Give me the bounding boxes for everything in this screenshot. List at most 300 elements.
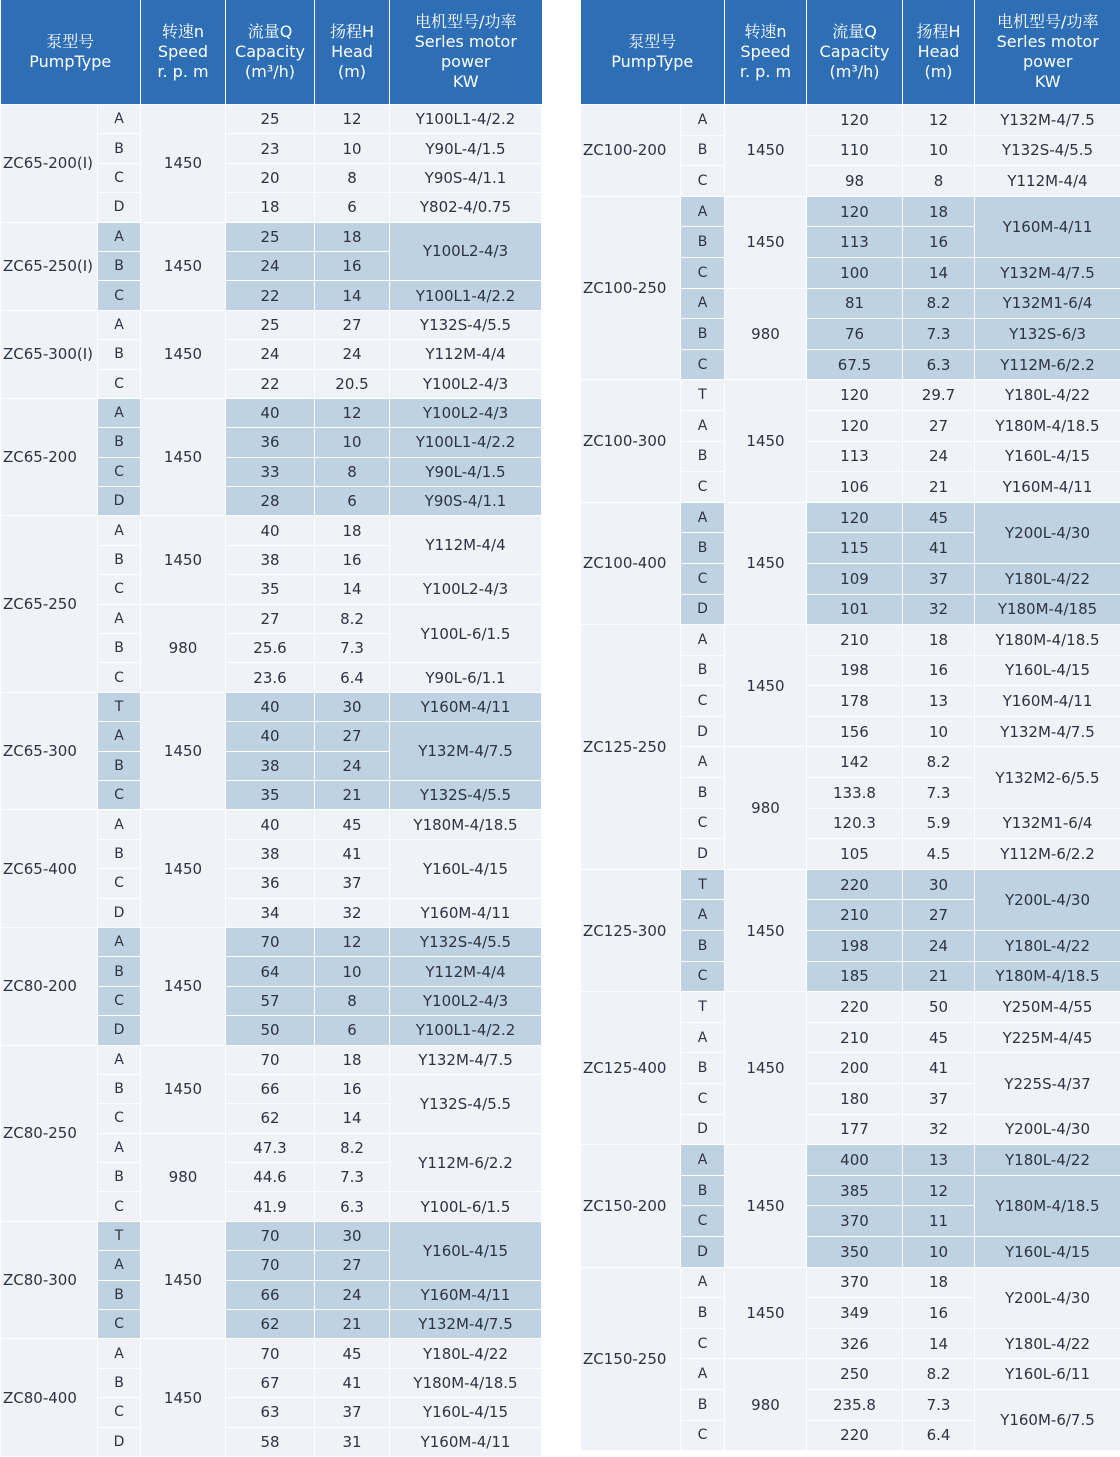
speed-cell: 1450	[141, 1045, 226, 1133]
capacity-cell: 25.6	[226, 634, 315, 663]
motor-cell: Y100L1-4/2.2	[390, 1016, 542, 1045]
capacity-cell: 120	[807, 196, 903, 227]
variant-letter-cell: C	[681, 686, 725, 717]
header-head: 扬程H Head (m)	[315, 0, 390, 105]
head-cell: 14	[903, 257, 975, 288]
table-row	[581, 1267, 1120, 1298]
capacity-cell: 24	[226, 340, 315, 369]
head-cell: 27	[315, 310, 390, 339]
variant-letter-cell: C	[681, 1328, 725, 1359]
capacity-cell: 23	[226, 134, 315, 163]
header-pump-type: 泵型号 PumpType	[581, 0, 725, 105]
motor-cell: Y180L-4/22	[975, 563, 1120, 594]
motor-cell: Y100L2-4/3	[390, 575, 542, 604]
capacity-cell: 44.6	[226, 1163, 315, 1192]
head-cell: 27	[903, 900, 975, 931]
table-body-right	[581, 105, 1120, 1451]
capacity-cell: 25	[226, 310, 315, 339]
head-cell: 10	[315, 134, 390, 163]
motor-cell: Y100L-6/1.5	[390, 604, 542, 663]
pump-type-cell: ZC80-300	[1, 1221, 98, 1339]
table-row	[581, 992, 1120, 1023]
variant-letter-cell: B	[681, 135, 725, 166]
head-cell: 32	[903, 594, 975, 625]
capacity-cell: 210	[807, 625, 903, 656]
head-cell: 14	[315, 1104, 390, 1133]
head-cell: 18	[315, 222, 390, 251]
head-cell: 6	[315, 193, 390, 222]
pump-type-cell: ZC80-250	[1, 1045, 98, 1221]
pump-type-cell: ZC65-200	[1, 398, 98, 516]
variant-letter-cell: A	[681, 747, 725, 778]
motor-cell: Y180M-4/18.5	[975, 961, 1120, 992]
pump-type-cell: ZC100-400	[581, 502, 681, 624]
capacity-cell: 47.3	[226, 1133, 315, 1162]
head-cell: 16	[903, 1298, 975, 1329]
variant-letter-cell: C	[681, 961, 725, 992]
head-cell: 45	[315, 1339, 390, 1368]
speed-cell: 980	[725, 747, 807, 869]
head-cell: 45	[315, 810, 390, 839]
head-cell: 50	[903, 992, 975, 1023]
variant-letter-cell: C	[98, 663, 141, 692]
capacity-cell: 105	[807, 839, 903, 870]
motor-cell: Y160M-4/11	[390, 1427, 542, 1456]
capacity-cell: 250	[807, 1359, 903, 1390]
capacity-cell: 120	[807, 105, 903, 136]
capacity-cell: 326	[807, 1328, 903, 1359]
capacity-cell: 106	[807, 472, 903, 503]
motor-cell: Y180L-4/22	[975, 1328, 1120, 1359]
variant-letter-cell: C	[98, 369, 141, 398]
table-row	[1, 1221, 542, 1250]
variant-letter-cell: C	[98, 1310, 141, 1339]
head-cell: 10	[315, 957, 390, 986]
capacity-cell: 70	[226, 1339, 315, 1368]
variant-letter-cell: A	[681, 502, 725, 533]
motor-cell: Y132M-4/7.5	[390, 1310, 542, 1339]
variant-letter-cell: B	[681, 1175, 725, 1206]
motor-cell: Y180M-4/18.5	[975, 1175, 1120, 1236]
head-cell: 18	[903, 196, 975, 227]
capacity-cell: 25	[226, 105, 315, 134]
table-row	[1, 692, 542, 721]
speed-cell: 1450	[725, 1145, 807, 1267]
speed-cell: 1450	[725, 380, 807, 502]
capacity-cell: 27	[226, 604, 315, 633]
motor-cell: Y160M-4/11	[975, 196, 1120, 257]
capacity-cell: 101	[807, 594, 903, 625]
variant-letter-cell: A	[98, 1133, 141, 1162]
variant-letter-cell: D	[98, 487, 141, 516]
motor-cell: Y180M-4/18.5	[975, 625, 1120, 656]
motor-cell: Y100L2-4/3	[390, 222, 542, 281]
motor-cell: Y132M-4/7.5	[390, 1045, 542, 1074]
variant-letter-cell: B	[98, 751, 141, 780]
motor-cell: Y160L-4/15	[975, 441, 1120, 472]
capacity-cell: 400	[807, 1145, 903, 1176]
variant-letter-cell: C	[98, 457, 141, 486]
head-cell: 37	[315, 1398, 390, 1427]
motor-cell: Y100L1-4/2.2	[390, 428, 542, 457]
capacity-cell: 62	[226, 1104, 315, 1133]
motor-cell: Y132S-4/5.5	[390, 927, 542, 956]
pump-spec-table-right	[580, 0, 1120, 1451]
head-cell: 18	[903, 625, 975, 656]
head-cell: 8.2	[903, 288, 975, 319]
variant-letter-cell: B	[98, 251, 141, 280]
right-table-panel	[580, 0, 1120, 1451]
variant-letter-cell: D	[681, 1236, 725, 1267]
speed-cell: 1450	[141, 398, 226, 516]
pump-type-cell: ZC65-250(I)	[1, 222, 98, 310]
motor-cell: Y200L-4/30	[975, 502, 1120, 563]
speed-cell: 1450	[141, 105, 226, 223]
header-pump-type: 泵型号 PumpType	[1, 0, 141, 105]
head-cell: 41	[315, 839, 390, 868]
motor-cell: Y160L-4/15	[390, 1398, 542, 1427]
capacity-cell: 120	[807, 502, 903, 533]
motor-cell: Y180M-4/18.5	[390, 810, 542, 839]
capacity-cell: 177	[807, 1114, 903, 1145]
head-cell: 12	[315, 398, 390, 427]
head-cell: 8	[315, 986, 390, 1015]
variant-letter-cell: C	[98, 163, 141, 192]
pump-type-cell: ZC65-300(I)	[1, 310, 98, 398]
capacity-cell: 33	[226, 457, 315, 486]
capacity-cell: 198	[807, 931, 903, 962]
head-cell: 18	[315, 516, 390, 545]
head-cell: 24	[315, 1280, 390, 1309]
variant-letter-cell: A	[681, 196, 725, 227]
speed-cell: 1450	[141, 310, 226, 398]
variant-letter-cell: A	[98, 722, 141, 751]
capacity-cell: 70	[226, 1251, 315, 1280]
capacity-cell: 24	[226, 251, 315, 280]
head-cell: 12	[315, 105, 390, 134]
pump-type-cell: ZC100-300	[581, 380, 681, 502]
header-speed: 转速n Speed r. p. m	[725, 0, 807, 105]
capacity-cell: 70	[226, 1221, 315, 1250]
capacity-cell: 34	[226, 898, 315, 927]
variant-letter-cell: D	[681, 594, 725, 625]
variant-letter-cell: A	[98, 1251, 141, 1280]
table-row	[1, 222, 542, 251]
speed-cell: 1450	[725, 992, 807, 1145]
capacity-cell: 220	[807, 1420, 903, 1451]
motor-cell: Y160M-4/11	[390, 898, 542, 927]
capacity-cell: 50	[226, 1016, 315, 1045]
head-cell: 45	[903, 1022, 975, 1053]
table-row	[1, 398, 542, 427]
variant-letter-cell: C	[681, 472, 725, 503]
head-cell: 30	[903, 869, 975, 900]
capacity-cell: 185	[807, 961, 903, 992]
table-row	[1, 1045, 542, 1074]
motor-cell: Y132S-4/5.5	[390, 1074, 542, 1133]
motor-cell: Y160L-6/11	[975, 1359, 1120, 1390]
table-row	[1, 927, 542, 956]
head-cell: 13	[903, 686, 975, 717]
head-cell: 14	[315, 575, 390, 604]
table-row	[581, 502, 1120, 533]
capacity-cell: 57	[226, 986, 315, 1015]
speed-cell: 1450	[725, 196, 807, 288]
head-cell: 14	[315, 281, 390, 310]
variant-letter-cell: B	[98, 634, 141, 663]
capacity-cell: 40	[226, 516, 315, 545]
head-cell: 29.7	[903, 380, 975, 411]
head-cell: 45	[903, 502, 975, 533]
variant-letter-cell: T	[681, 380, 725, 411]
motor-cell: Y132M2-6/5.5	[975, 747, 1120, 808]
capacity-cell: 38	[226, 545, 315, 574]
motor-cell: Y180L-4/22	[975, 1145, 1120, 1176]
motor-cell: Y132M-4/7.5	[975, 716, 1120, 747]
capacity-cell: 66	[226, 1074, 315, 1103]
motor-cell: Y132S-4/5.5	[390, 780, 542, 809]
head-cell: 18	[903, 1267, 975, 1298]
pump-type-cell: ZC150-200	[581, 1145, 681, 1267]
variant-letter-cell: T	[681, 869, 725, 900]
head-cell: 37	[315, 869, 390, 898]
capacity-cell: 178	[807, 686, 903, 717]
head-cell: 10	[903, 135, 975, 166]
capacity-cell: 210	[807, 1022, 903, 1053]
capacity-cell: 350	[807, 1236, 903, 1267]
motor-cell: Y225M-4/45	[975, 1022, 1120, 1053]
motor-cell: Y90L-4/1.5	[390, 457, 542, 486]
head-cell: 5.9	[903, 808, 975, 839]
speed-cell: 1450	[141, 810, 226, 928]
motor-cell: Y160M-4/11	[975, 686, 1120, 717]
variant-letter-cell: B	[98, 1280, 141, 1309]
table-row	[581, 196, 1120, 227]
table-row	[1, 310, 542, 339]
head-cell: 16	[315, 251, 390, 280]
capacity-cell: 198	[807, 655, 903, 686]
speed-cell: 1450	[141, 927, 226, 1045]
capacity-cell: 35	[226, 575, 315, 604]
variant-letter-cell: C	[681, 166, 725, 197]
head-cell: 6	[315, 1016, 390, 1045]
motor-cell: Y160L-4/15	[390, 1221, 542, 1280]
variant-letter-cell: D	[98, 1016, 141, 1045]
capacity-cell: 18	[226, 193, 315, 222]
variant-letter-cell: B	[681, 533, 725, 564]
speed-cell: 1450	[141, 1339, 226, 1457]
header-motor: 电机型号/功率 Serles motor power KW	[975, 0, 1120, 105]
head-cell: 21	[315, 1310, 390, 1339]
head-cell: 32	[903, 1114, 975, 1145]
motor-cell: Y132M-4/7.5	[975, 257, 1120, 288]
head-cell: 13	[903, 1145, 975, 1176]
variant-letter-cell: B	[98, 428, 141, 457]
motor-cell: Y132S-4/5.5	[390, 310, 542, 339]
head-cell: 30	[315, 1221, 390, 1250]
variant-letter-cell: B	[98, 545, 141, 574]
variant-letter-cell: T	[681, 992, 725, 1023]
head-cell: 21	[315, 780, 390, 809]
motor-cell: Y160L-4/15	[390, 839, 542, 898]
variant-letter-cell: A	[98, 516, 141, 545]
capacity-cell: 120	[807, 410, 903, 441]
motor-cell: Y112M-6/2.2	[975, 349, 1120, 380]
head-cell: 10	[903, 716, 975, 747]
motor-cell: Y802-4/0.75	[390, 193, 542, 222]
speed-cell: 1450	[141, 516, 226, 604]
head-cell: 21	[903, 472, 975, 503]
variant-letter-cell: A	[98, 810, 141, 839]
capacity-cell: 38	[226, 751, 315, 780]
head-cell: 8	[315, 163, 390, 192]
variant-letter-cell: C	[681, 1420, 725, 1451]
variant-letter-cell: D	[681, 1114, 725, 1145]
speed-cell: 1450	[725, 105, 807, 197]
head-cell: 11	[903, 1206, 975, 1237]
variant-letter-cell: T	[98, 692, 141, 721]
speed-cell: 1450	[141, 692, 226, 810]
motor-cell: Y225S-4/37	[975, 1053, 1120, 1114]
variant-letter-cell: A	[98, 105, 141, 134]
capacity-cell: 38	[226, 839, 315, 868]
pump-type-cell: ZC150-250	[581, 1267, 681, 1451]
capacity-cell: 200	[807, 1053, 903, 1084]
motor-cell: Y90L-4/1.5	[390, 134, 542, 163]
head-cell: 10	[903, 1236, 975, 1267]
capacity-cell: 370	[807, 1206, 903, 1237]
capacity-cell: 98	[807, 166, 903, 197]
variant-letter-cell: C	[681, 808, 725, 839]
motor-cell: Y180M-4/18.5	[975, 410, 1120, 441]
motor-cell: Y180L-4/22	[975, 380, 1120, 411]
pump-spec-table-left	[0, 0, 542, 1457]
capacity-cell: 70	[226, 1045, 315, 1074]
head-cell: 27	[903, 410, 975, 441]
motor-cell: Y100L-6/1.5	[390, 1192, 542, 1221]
capacity-cell: 22	[226, 281, 315, 310]
head-cell: 12	[903, 1175, 975, 1206]
variant-letter-cell: A	[98, 927, 141, 956]
pump-type-cell: ZC65-300	[1, 692, 98, 810]
speed-cell: 1450	[141, 222, 226, 310]
motor-cell: Y250M-4/55	[975, 992, 1120, 1023]
motor-cell: Y90L-6/1.1	[390, 663, 542, 692]
head-cell: 4.5	[903, 839, 975, 870]
speed-cell: 1450	[725, 625, 807, 747]
table-header-row	[1, 0, 542, 105]
pump-type-cell: ZC100-250	[581, 196, 681, 380]
speed-cell: 1450	[141, 1221, 226, 1339]
head-cell: 24	[903, 441, 975, 472]
variant-letter-cell: D	[681, 716, 725, 747]
variant-letter-cell: A	[98, 604, 141, 633]
motor-cell: Y132S-4/5.5	[975, 135, 1120, 166]
capacity-cell: 220	[807, 869, 903, 900]
variant-letter-cell: B	[681, 655, 725, 686]
pump-type-cell: ZC100-200	[581, 105, 681, 197]
motor-cell: Y90S-4/1.1	[390, 163, 542, 192]
capacity-cell: 67	[226, 1368, 315, 1397]
variant-letter-cell: B	[681, 1298, 725, 1329]
variant-letter-cell: B	[98, 839, 141, 868]
variant-letter-cell: C	[98, 1192, 141, 1221]
motor-cell: Y100L1-4/2.2	[390, 105, 542, 134]
motor-cell: Y200L-4/30	[975, 1114, 1120, 1145]
head-cell: 30	[315, 692, 390, 721]
capacity-cell: 64	[226, 957, 315, 986]
head-cell: 12	[315, 927, 390, 956]
capacity-cell: 41.9	[226, 1192, 315, 1221]
capacity-cell: 40	[226, 810, 315, 839]
left-table-panel	[0, 0, 541, 1457]
pump-type-cell: ZC65-200(I)	[1, 105, 98, 223]
variant-letter-cell: A	[681, 1145, 725, 1176]
variant-letter-cell: C	[98, 986, 141, 1015]
capacity-cell: 349	[807, 1298, 903, 1329]
capacity-cell: 180	[807, 1084, 903, 1115]
capacity-cell: 28	[226, 487, 315, 516]
motor-cell: Y160L-4/15	[975, 655, 1120, 686]
speed-cell: 980	[725, 288, 807, 380]
header-capacity: 流量Q Capacity (m³/h)	[807, 0, 903, 105]
capacity-cell: 113	[807, 441, 903, 472]
capacity-cell: 62	[226, 1310, 315, 1339]
capacity-cell: 76	[807, 319, 903, 350]
variant-letter-cell: C	[681, 563, 725, 594]
capacity-cell: 36	[226, 428, 315, 457]
head-cell: 7.3	[903, 319, 975, 350]
variant-letter-cell: A	[681, 1267, 725, 1298]
table-row	[581, 625, 1120, 656]
motor-cell: Y112M-4/4	[390, 340, 542, 369]
variant-letter-cell: A	[681, 288, 725, 319]
variant-letter-cell: A	[98, 310, 141, 339]
variant-letter-cell: A	[98, 398, 141, 427]
table-row	[581, 380, 1120, 411]
head-cell: 8.2	[315, 1133, 390, 1162]
motor-cell: Y100L2-4/3	[390, 398, 542, 427]
capacity-cell: 20	[226, 163, 315, 192]
variant-letter-cell: B	[98, 134, 141, 163]
motor-cell: Y112M-6/2.2	[390, 1133, 542, 1192]
head-cell: 41	[903, 533, 975, 564]
motor-cell: Y90S-4/1.1	[390, 487, 542, 516]
variant-letter-cell: A	[681, 1359, 725, 1390]
header-speed: 转速n Speed r. p. m	[141, 0, 226, 105]
head-cell: 14	[903, 1328, 975, 1359]
variant-letter-cell: B	[98, 957, 141, 986]
head-cell: 12	[903, 105, 975, 136]
capacity-cell: 58	[226, 1427, 315, 1456]
variant-letter-cell: C	[98, 1104, 141, 1133]
variant-letter-cell: A	[681, 410, 725, 441]
speed-cell: 1450	[725, 502, 807, 624]
capacity-cell: 113	[807, 227, 903, 258]
header-head: 扬程H Head (m)	[903, 0, 975, 105]
head-cell: 6.3	[315, 1192, 390, 1221]
pump-type-cell: ZC80-200	[1, 927, 98, 1045]
capacity-cell: 70	[226, 927, 315, 956]
capacity-cell: 100	[807, 257, 903, 288]
pump-type-cell: ZC125-400	[581, 992, 681, 1145]
head-cell: 16	[903, 227, 975, 258]
capacity-cell: 63	[226, 1398, 315, 1427]
capacity-cell: 115	[807, 533, 903, 564]
head-cell: 37	[903, 563, 975, 594]
motor-cell: Y180M-4/185	[975, 594, 1120, 625]
table-body-left	[1, 105, 542, 1457]
